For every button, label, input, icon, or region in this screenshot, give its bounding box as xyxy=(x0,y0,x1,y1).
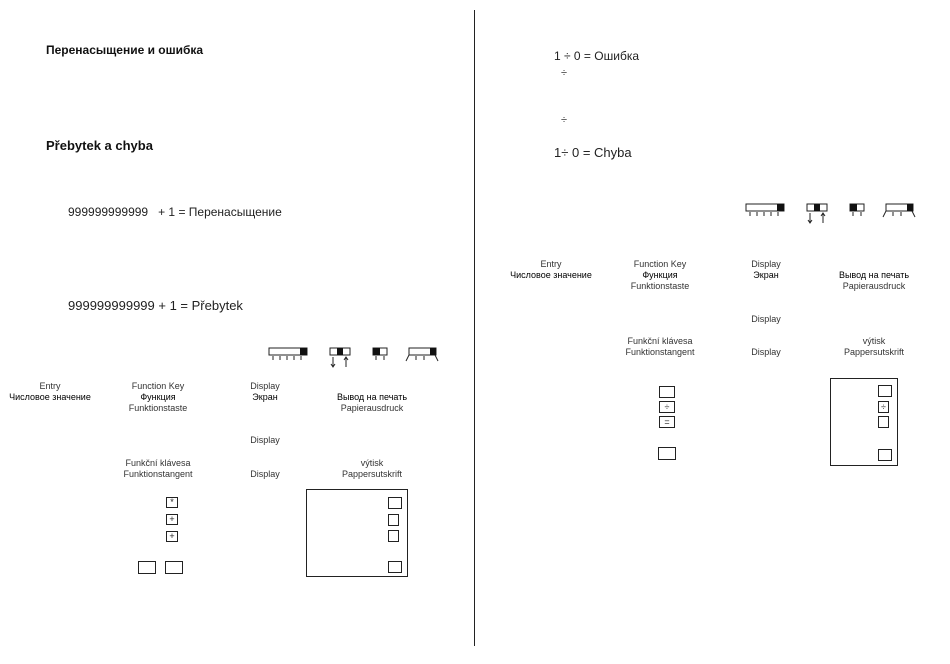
print-label-sv: Pappersutskrift xyxy=(341,469,403,479)
paper-tape xyxy=(306,489,408,577)
print-header-cz xyxy=(824,336,924,358)
function-key-header-cz xyxy=(610,336,710,358)
example-cz-error: 1÷ 0 = Chyba xyxy=(554,145,632,160)
tape-line-box xyxy=(878,449,892,461)
function-key-header xyxy=(610,259,710,292)
divide-symbol: ÷ xyxy=(561,114,568,126)
entry-label-en: Entry xyxy=(39,381,61,391)
print-label-ru: Вывод на печать xyxy=(336,392,408,402)
example-cz: 999999999999 + 1 = Přebytek xyxy=(68,298,243,313)
display-label-2: Display xyxy=(250,435,280,445)
key-equals: = xyxy=(659,416,675,428)
print-label-ru: Вывод на печать xyxy=(838,270,910,280)
print-label-sv: Pappersutskrift xyxy=(843,347,905,357)
entry-header xyxy=(501,259,601,281)
print-label-cz: výtisk xyxy=(360,458,384,468)
tape-divide-box: ÷ xyxy=(878,401,889,413)
function-label-de: Funktionstaste xyxy=(128,403,188,413)
display-label-3: Display xyxy=(250,469,280,479)
function-label-ru: Функция xyxy=(642,270,678,280)
rounding-switch-icon xyxy=(330,348,350,367)
tape-line-box xyxy=(878,416,889,428)
print-header xyxy=(322,392,422,414)
entry-label-ru: Числовое значение xyxy=(9,392,91,402)
entry-header xyxy=(0,381,100,403)
function-label-sv: Funktionstangent xyxy=(123,469,193,479)
display-label-ru: Экран xyxy=(252,392,278,402)
heading-ru: Перенасыщение и ошибка xyxy=(46,43,204,57)
display-label-en: Display xyxy=(250,381,280,391)
heading-cz: Přebytek a chyba xyxy=(46,138,153,153)
mode-switch-icon xyxy=(373,348,387,360)
function-label-cz: Funkční klávesa xyxy=(125,458,191,468)
entry-box xyxy=(659,386,675,398)
decimal-switch-icon xyxy=(746,204,784,216)
display-header xyxy=(235,381,295,403)
entry-box xyxy=(138,561,156,574)
page-divider xyxy=(474,10,475,646)
tape-line-box xyxy=(388,514,399,526)
function-label-en: Function Key xyxy=(131,381,185,391)
example-ru-error: 1 ÷ 0 = Ошибка xyxy=(554,49,640,63)
key-divide: ÷ xyxy=(659,401,675,413)
mode-switch-icon xyxy=(850,204,864,216)
decimal-switch-icon xyxy=(269,348,307,360)
display-label-en: Display xyxy=(751,259,781,269)
print-header xyxy=(824,270,924,292)
key-plus: + xyxy=(166,514,178,525)
paper-tape xyxy=(830,378,898,466)
entry-label-en: Entry xyxy=(540,259,562,269)
tape-line-box xyxy=(388,530,399,542)
entry-box xyxy=(165,561,183,574)
function-key-header xyxy=(108,381,208,414)
function-label-cz: Funkční klávesa xyxy=(627,336,693,346)
example-ru: 999999999999 + 1 = Перенасыщение xyxy=(68,205,282,219)
print-label-cz: výtisk xyxy=(862,336,886,346)
print-label-de: Papierausdruck xyxy=(842,281,906,291)
display-header xyxy=(736,259,796,281)
divide-symbol: ÷ xyxy=(561,67,568,79)
entry-label-ru: Числовое значение xyxy=(510,270,592,280)
tape-line-box xyxy=(388,561,402,573)
function-label-ru: Функция xyxy=(140,392,176,402)
print-label-de: Papierausdruck xyxy=(340,403,404,413)
print-header-cz xyxy=(322,458,422,480)
display-label-2: Display xyxy=(751,314,781,324)
tape-line-box xyxy=(878,385,892,397)
print-switch-icon xyxy=(406,348,438,361)
switch-settings-icons xyxy=(268,346,440,370)
switch-settings-icons xyxy=(745,202,917,226)
display-label-ru: Экран xyxy=(753,270,779,280)
function-label-sv: Funktionstangent xyxy=(625,347,695,357)
function-label-en: Function Key xyxy=(633,259,687,269)
entry-box xyxy=(658,447,676,460)
function-key-header-cz xyxy=(108,458,208,480)
print-switch-icon xyxy=(883,204,915,217)
display-label-3: Display xyxy=(751,347,781,357)
rounding-switch-icon xyxy=(807,204,827,223)
tape-line-box xyxy=(388,497,402,509)
key-plus: + xyxy=(166,531,178,542)
key-multiply: * xyxy=(166,497,178,508)
function-label-de: Funktionstaste xyxy=(630,281,690,291)
